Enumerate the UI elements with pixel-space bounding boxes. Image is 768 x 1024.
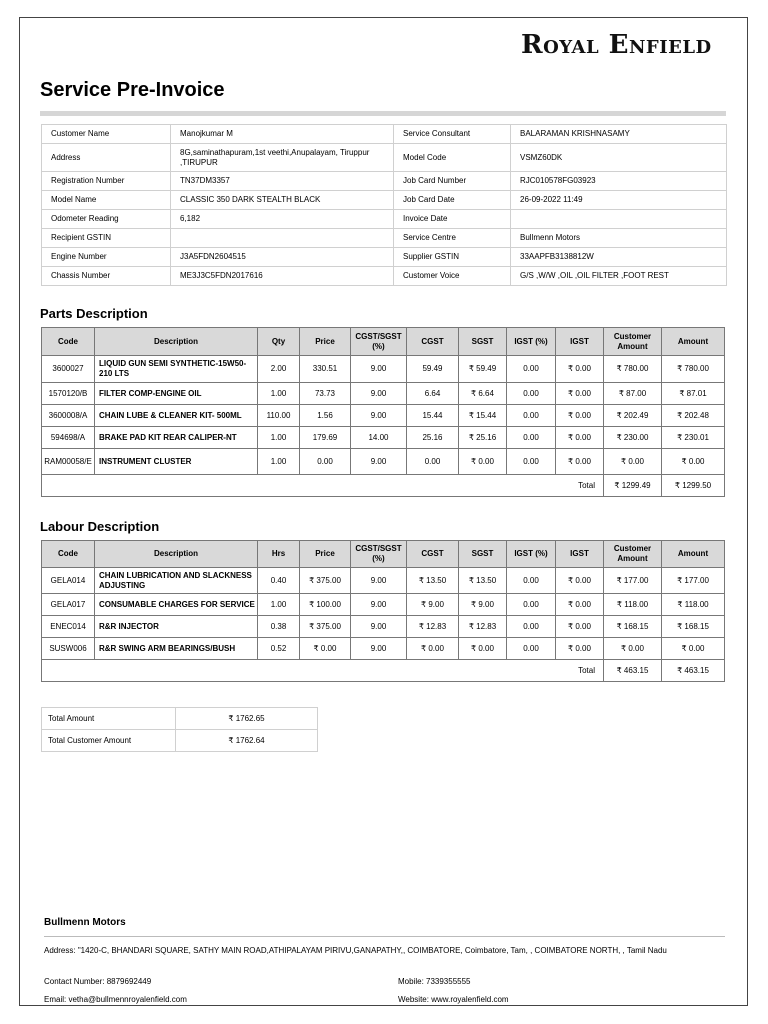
table-cell: ₹ 0.00 (556, 405, 604, 427)
info-label: Supplier GSTIN (394, 248, 511, 267)
total-row (42, 660, 725, 682)
table-cell: ₹ 87.00 (604, 383, 662, 405)
column-header: Customer Amount (604, 328, 662, 356)
info-value (511, 210, 727, 229)
table-cell: 0.00 (507, 594, 556, 616)
table-cell: 179.69 (300, 427, 351, 449)
table-cell: 0.00 (507, 638, 556, 660)
table-cell: ₹ 0.00 (556, 638, 604, 660)
customer-info-table (41, 124, 727, 286)
info-value: VSMZ60DK (511, 144, 727, 172)
title-divider (40, 111, 726, 116)
item-description: LIQUID GUN SEMI SYNTHETIC-15W50-210 LTS (95, 356, 258, 383)
table-cell: ₹ 100.00 (300, 594, 351, 616)
column-header: Description (95, 541, 258, 568)
table-row (42, 616, 725, 638)
table-cell: ₹ 12.83 (459, 616, 507, 638)
info-label: Job Card Number (394, 172, 511, 191)
total-amount: ₹ 1299.50 (662, 475, 725, 497)
info-label: Model Name (42, 191, 171, 210)
item-code: 594698/A (42, 427, 95, 449)
column-header: IGST (%) (507, 328, 556, 356)
info-value: Manojkumar M (171, 125, 394, 144)
table-row (42, 594, 725, 616)
table-cell: ₹ 12.83 (407, 616, 459, 638)
info-row (42, 191, 727, 210)
total-customer-amount: ₹ 1299.49 (604, 475, 662, 497)
table-cell: ₹ 6.64 (459, 383, 507, 405)
table-cell: ₹ 0.00 (556, 568, 604, 594)
table-cell: 0.00 (507, 568, 556, 594)
item-code: 3600008/A (42, 405, 95, 427)
dealer-address (44, 946, 684, 956)
column-header: Price (300, 541, 351, 568)
info-label: Odometer Reading (42, 210, 171, 229)
table-cell: 15.44 (407, 405, 459, 427)
table-cell: 9.00 (351, 568, 407, 594)
info-label: Registration Number (42, 172, 171, 191)
table-cell: 0.00 (507, 383, 556, 405)
info-row (42, 125, 727, 144)
table-cell: 73.73 (300, 383, 351, 405)
info-label: Customer Name (42, 125, 171, 144)
info-value: TN37DM3357 (171, 172, 394, 191)
item-description: R&R SWING ARM BEARINGS/BUSH (95, 638, 258, 660)
table-cell: ₹ 0.00 (556, 616, 604, 638)
table-row (42, 638, 725, 660)
table-cell: 2.00 (258, 356, 300, 383)
column-header: Code (42, 541, 95, 568)
item-code: GELA014 (42, 568, 95, 594)
table-cell: ₹ 0.00 (556, 449, 604, 475)
summary-totals-table (41, 707, 318, 752)
info-value: J3A5FDN2604515 (171, 248, 394, 267)
table-cell: ₹ 0.00 (407, 638, 459, 660)
table-cell: 9.00 (351, 405, 407, 427)
column-header: SGST (459, 541, 507, 568)
table-cell: ₹ 15.44 (459, 405, 507, 427)
total-amount-value: ₹ 1762.65 (176, 708, 318, 730)
table-cell: ₹ 13.50 (407, 568, 459, 594)
table-cell: 0.38 (258, 616, 300, 638)
column-header: Customer Amount (604, 541, 662, 568)
info-label: Job Card Date (394, 191, 511, 210)
info-label: Service Consultant (394, 125, 511, 144)
info-label: Recipient GSTIN (42, 229, 171, 248)
item-code: SUSW006 (42, 638, 95, 660)
item-description: INSTRUMENT CLUSTER (95, 449, 258, 475)
info-row (42, 267, 727, 286)
table-cell: ₹ 59.49 (459, 356, 507, 383)
total-customer-amount-label: Total Customer Amount (42, 730, 176, 752)
info-label: Engine Number (42, 248, 171, 267)
info-label: Address (42, 144, 171, 172)
table-cell: 9.00 (351, 594, 407, 616)
table-cell: 9.00 (351, 383, 407, 405)
table-cell: 110.00 (258, 405, 300, 427)
info-label: Customer Voice (394, 267, 511, 286)
column-header: IGST (%) (507, 541, 556, 568)
labour-section-title: Labour Description (40, 519, 160, 534)
column-header: CGST/SGST (%) (351, 541, 407, 568)
column-header: CGST (407, 328, 459, 356)
table-cell: 14.00 (351, 427, 407, 449)
table-cell: 0.40 (258, 568, 300, 594)
address-value: "1420-C, BHANDARI SQUARE, SATHY MAIN ROAD,ATHIPALAYAM PIRIVU,GANAPATHY,, COIMBATORE, Coimbatore, Tam, , COIMBATORE NORTH, , Tamil Nadu (77, 946, 667, 955)
item-code: GELA017 (42, 594, 95, 616)
item-description: BRAKE PAD KIT REAR CALIPER-NT (95, 427, 258, 449)
info-value: ME3J3C5FDN2017616 (171, 267, 394, 286)
table-cell: 0.00 (300, 449, 351, 475)
table-cell: ₹ 0.00 (604, 449, 662, 475)
table-cell: 1.00 (258, 383, 300, 405)
column-header: Code (42, 328, 95, 356)
email-address: Email: vetha@bullmennroyalenfield.com (44, 995, 187, 1004)
table-row (42, 356, 725, 383)
table-cell: ₹ 0.00 (459, 638, 507, 660)
column-header: Amount (662, 541, 725, 568)
table-cell: 1.56 (300, 405, 351, 427)
info-row (42, 248, 727, 267)
item-code: RAM00058/E (42, 449, 95, 475)
column-header: Amount (662, 328, 725, 356)
table-row (42, 405, 725, 427)
info-value: 6,182 (171, 210, 394, 229)
table-cell: 330.51 (300, 356, 351, 383)
info-value: G/S ,W/W ,OIL ,OIL FILTER ,FOOT REST (511, 267, 727, 286)
royal-enfield-logo: Royal Enfield (521, 30, 712, 60)
info-value: 33AAPFB3138812W (511, 248, 727, 267)
table-cell: ₹ 118.00 (604, 594, 662, 616)
item-code: 1570120/B (42, 383, 95, 405)
table-cell: ₹ 0.00 (300, 638, 351, 660)
column-header: CGST/SGST (%) (351, 328, 407, 356)
total-label: Total (42, 660, 604, 682)
table-row (42, 427, 725, 449)
table-cell: ₹ 9.00 (459, 594, 507, 616)
table-cell: 25.16 (407, 427, 459, 449)
table-cell: ₹ 177.00 (662, 568, 725, 594)
table-row (42, 568, 725, 594)
page-title: Service Pre-Invoice (40, 79, 225, 101)
item-description: CHAIN LUBRICATION AND SLACKNESS ADJUSTING (95, 568, 258, 594)
info-row (42, 144, 727, 172)
table-cell: 1.00 (258, 594, 300, 616)
table-cell: ₹ 87.01 (662, 383, 725, 405)
total-customer-amount-value: ₹ 1762.64 (176, 730, 318, 752)
labour-table (41, 540, 725, 682)
parts-section-title: Parts Description (40, 306, 148, 321)
info-label: Invoice Date (394, 210, 511, 229)
table-cell: ₹ 202.49 (604, 405, 662, 427)
table-cell: ₹ 0.00 (556, 356, 604, 383)
table-cell: ₹ 202.48 (662, 405, 725, 427)
table-cell: ₹ 168.15 (604, 616, 662, 638)
table-cell: ₹ 0.00 (662, 449, 725, 475)
item-code: 3600027 (42, 356, 95, 383)
table-cell: 0.00 (407, 449, 459, 475)
info-value (171, 229, 394, 248)
info-value: 8G,saminathapuram,1st veethi,Anupalayam, Tiruppur ,TIRUPUR (171, 144, 394, 172)
table-cell: 0.00 (507, 356, 556, 383)
table-cell: 0.00 (507, 427, 556, 449)
table-cell: ₹ 177.00 (604, 568, 662, 594)
item-description: FILTER COMP-ENGINE OIL (95, 383, 258, 405)
table-cell: ₹ 780.00 (662, 356, 725, 383)
info-value: 26-09-2022 11:49 (511, 191, 727, 210)
table-row (42, 383, 725, 405)
info-value: CLASSIC 350 DARK STEALTH BLACK (171, 191, 394, 210)
table-cell: ₹ 0.00 (459, 449, 507, 475)
info-row (42, 229, 727, 248)
column-header: IGST (556, 328, 604, 356)
dealer-name: Bullmenn Motors (44, 917, 126, 928)
total-row (42, 475, 725, 497)
column-header: IGST (556, 541, 604, 568)
table-cell: ₹ 0.00 (556, 383, 604, 405)
table-cell: 0.00 (507, 405, 556, 427)
table-cell: ₹ 375.00 (300, 568, 351, 594)
table-cell: ₹ 0.00 (662, 638, 725, 660)
info-label: Service Centre (394, 229, 511, 248)
table-cell: 0.52 (258, 638, 300, 660)
contact-number: Contact Number: 8879692449 (44, 977, 152, 986)
total-customer-amount-row (42, 730, 318, 752)
total-customer-amount: ₹ 463.15 (604, 660, 662, 682)
table-cell: ₹ 0.00 (556, 427, 604, 449)
table-cell: ₹ 230.00 (604, 427, 662, 449)
table-cell: 9.00 (351, 356, 407, 383)
parts-table (41, 327, 725, 497)
table-cell: 0.00 (507, 449, 556, 475)
info-value: BALARAMAN KRISHNASAMY (511, 125, 727, 144)
table-cell: ₹ 25.16 (459, 427, 507, 449)
table-cell: ₹ 118.00 (662, 594, 725, 616)
table-cell: 1.00 (258, 427, 300, 449)
table-cell: ₹ 780.00 (604, 356, 662, 383)
table-cell: ₹ 375.00 (300, 616, 351, 638)
mobile-number: Mobile: 7339355555 (398, 977, 471, 986)
table-cell: 1.00 (258, 449, 300, 475)
total-amount: ₹ 463.15 (662, 660, 725, 682)
column-header: Qty (258, 328, 300, 356)
info-row (42, 172, 727, 191)
info-label: Model Code (394, 144, 511, 172)
total-amount-label: Total Amount (42, 708, 176, 730)
footer-divider (44, 936, 725, 937)
table-cell: 9.00 (351, 616, 407, 638)
table-cell: ₹ 168.15 (662, 616, 725, 638)
info-label: Chassis Number (42, 267, 171, 286)
table-cell: 59.49 (407, 356, 459, 383)
table-row (42, 449, 725, 475)
table-cell: 9.00 (351, 449, 407, 475)
table-cell: ₹ 0.00 (604, 638, 662, 660)
total-amount-row (42, 708, 318, 730)
table-cell: 6.64 (407, 383, 459, 405)
column-header: Description (95, 328, 258, 356)
column-header: CGST (407, 541, 459, 568)
total-label: Total (42, 475, 604, 497)
table-cell: 9.00 (351, 638, 407, 660)
column-header: Price (300, 328, 351, 356)
item-code: ENEC014 (42, 616, 95, 638)
table-cell: ₹ 13.50 (459, 568, 507, 594)
info-value: Bullmenn Motors (511, 229, 727, 248)
item-description: R&R INJECTOR (95, 616, 258, 638)
table-cell: 0.00 (507, 616, 556, 638)
info-value: RJC010578FG03923 (511, 172, 727, 191)
table-cell: ₹ 0.00 (556, 594, 604, 616)
item-description: CHAIN LUBE & CLEANER KIT- 500ML (95, 405, 258, 427)
info-row (42, 210, 727, 229)
website-link[interactable]: Website: www.royalenfield.com (398, 995, 509, 1004)
table-cell: ₹ 230.01 (662, 427, 725, 449)
address-label: Address: (44, 946, 76, 955)
column-header: SGST (459, 328, 507, 356)
table-cell: ₹ 9.00 (407, 594, 459, 616)
item-description: CONSUMABLE CHARGES FOR SERVICE (95, 594, 258, 616)
column-header: Hrs (258, 541, 300, 568)
